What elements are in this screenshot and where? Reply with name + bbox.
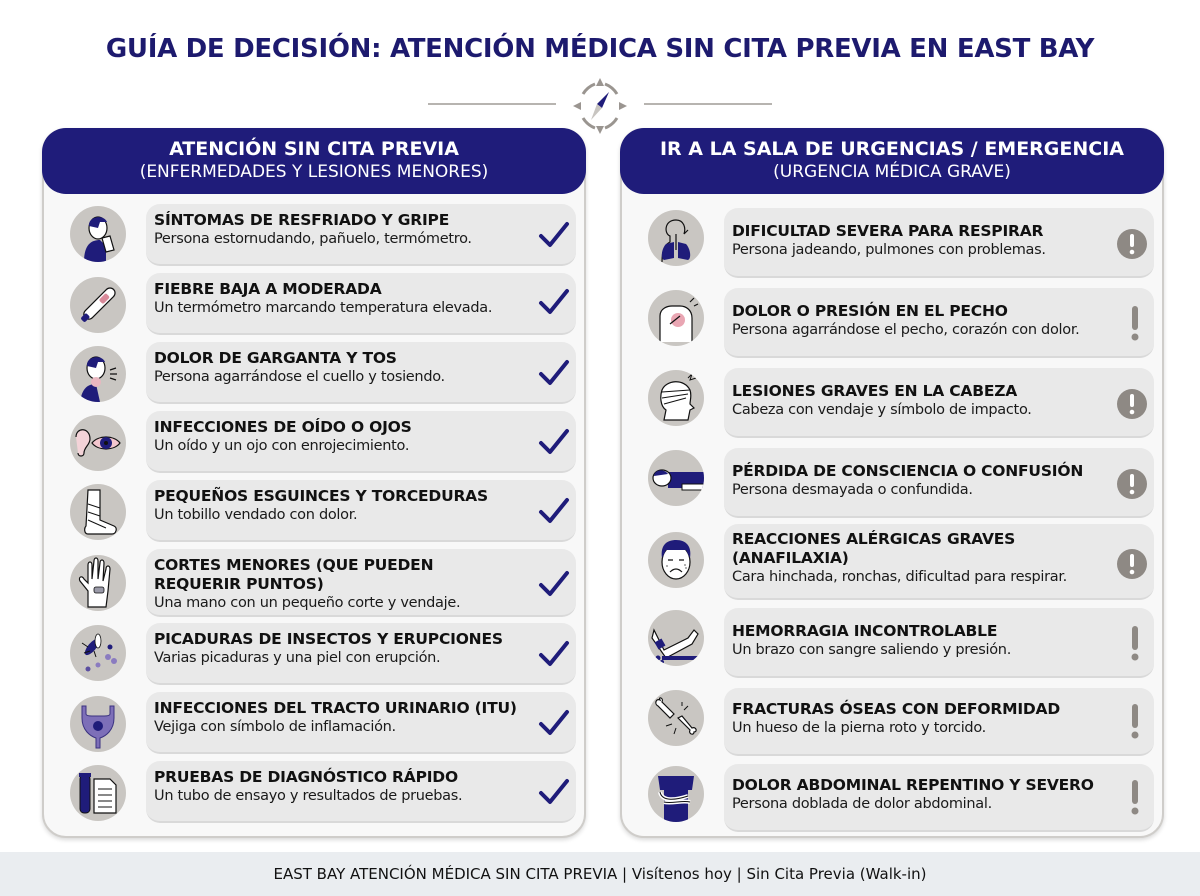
insect-bite-icon — [70, 625, 126, 681]
list-item — [44, 547, 584, 621]
checkmark-icon — [538, 427, 570, 457]
emergency-card — [724, 608, 1154, 678]
walk-in-header-subtitle: (ENFERMEDADES Y LESIONES MENORES) — [139, 162, 489, 182]
emergency-list — [622, 202, 1162, 838]
emergency-card — [724, 448, 1154, 518]
item-title: DIFICULTAD SEVERA PARA RESPIRAR — [732, 222, 1044, 240]
ear-eye-icon — [70, 415, 126, 471]
sneezing-person-icon — [70, 206, 126, 262]
list-item — [622, 682, 1162, 760]
walk-in-header — [42, 128, 586, 194]
walk-in-card — [146, 204, 576, 266]
test-tube-report-icon — [70, 765, 126, 821]
item-description: Un tubo de ensayo y resultados de pruebas. — [154, 788, 463, 804]
item-description: Cabeza con vendaje y símbolo de impacto. — [732, 402, 1032, 418]
footer-banner: EAST BAY ATENCIÓN MÉDICA SIN CITA PREVIA | Visítenos hoy | Sin Cita Previa (Walk-in) — [0, 852, 1200, 896]
item-title: HEMORRAGIA INCONTROLABLE — [732, 622, 998, 640]
item-description: Vejiga con símbolo de inflamación. — [154, 719, 396, 735]
walk-in-card — [146, 761, 576, 823]
exclamation-icon — [1128, 704, 1142, 740]
emergency-card — [724, 208, 1154, 278]
item-title: DOLOR O PRESIÓN EN EL PECHO — [732, 302, 1008, 320]
checkmark-icon — [538, 777, 570, 807]
divider-line-left — [428, 103, 556, 105]
item-title: PICADURAS DE INSECTOS Y ERUPCIONES — [154, 630, 503, 648]
list-item — [44, 409, 584, 478]
item-title: LESIONES GRAVES EN LA CABEZA — [732, 382, 1018, 400]
item-description: Persona estornudando, pañuelo, termómetro. — [154, 231, 472, 247]
page-title: GUÍA DE DECISIÓN: ATENCIÓN MÉDICA SIN CITA PREVIA EN EAST BAY — [105, 34, 1095, 64]
item-description: Persona jadeando, pulmones con problemas. — [732, 242, 1046, 258]
coughing-person-icon — [70, 346, 126, 402]
emergency-panel — [620, 128, 1164, 838]
exclamation-icon — [1128, 780, 1142, 816]
exclamation-circle-icon — [1116, 388, 1148, 420]
bladder-icon — [70, 696, 126, 752]
item-description: Un oído y un ojo con enrojecimiento. — [154, 438, 410, 454]
checkmark-icon — [538, 496, 570, 526]
item-title: FIEBRE BAJA A MODERADA — [154, 280, 382, 298]
list-item — [44, 271, 584, 340]
walk-in-card — [146, 549, 576, 617]
exclamation-circle-icon — [1116, 228, 1148, 260]
swollen-face-icon — [648, 532, 704, 588]
list-item — [44, 621, 584, 690]
emergency-card — [724, 688, 1154, 756]
item-description: Cara hinchada, ronchas, dificultad para respirar. — [732, 569, 1067, 585]
checkmark-icon — [538, 220, 570, 250]
exclamation-circle-icon — [1116, 548, 1148, 580]
checkmark-icon — [538, 708, 570, 738]
item-title: REACCIONES ALÉRGICAS GRAVES (ANAFILAXIA) — [732, 530, 1016, 567]
abdominal-pain-icon — [648, 766, 704, 822]
emergency-header-subtitle: (URGENCIA MÉDICA GRAVE) — [773, 162, 1011, 182]
item-description: Una mano con un pequeño corte y vendaje. — [154, 595, 461, 611]
compass-icon — [569, 76, 631, 136]
checkmark-icon — [538, 569, 570, 599]
checkmark-icon — [538, 358, 570, 388]
walk-in-card — [146, 692, 576, 754]
walk-in-card — [146, 342, 576, 404]
checkmark-icon — [538, 287, 570, 317]
item-description: Un brazo con sangre saliendo y presión. — [732, 642, 1012, 658]
list-item — [44, 340, 584, 409]
walk-in-panel — [42, 128, 586, 838]
exclamation-icon — [1128, 306, 1142, 342]
walk-in-list — [44, 202, 584, 828]
item-description: Un termómetro marcando temperatura elevada. — [154, 300, 493, 316]
list-item — [622, 202, 1162, 282]
item-title: PRUEBAS DE DIAGNÓSTICO RÁPIDO — [154, 768, 458, 786]
exclamation-circle-icon — [1116, 468, 1148, 500]
emergency-card — [724, 368, 1154, 438]
list-item — [622, 362, 1162, 442]
cut-hand-icon — [70, 555, 126, 611]
list-item — [622, 442, 1162, 522]
lungs-icon — [648, 210, 704, 266]
checkmark-icon — [538, 639, 570, 669]
broken-bone-icon — [648, 690, 704, 746]
list-item — [622, 282, 1162, 362]
item-title: DOLOR DE GARGANTA Y TOS — [154, 349, 397, 367]
item-title: FRACTURAS ÓSEAS CON DEFORMIDAD — [732, 700, 1061, 718]
list-item — [44, 690, 584, 759]
exclamation-icon — [1128, 626, 1142, 662]
emergency-header-title: IR A LA SALA DE URGENCIAS / EMERGENCIA — [659, 138, 1125, 160]
emergency-card — [724, 288, 1154, 358]
item-description: Un tobillo vendado con dolor. — [154, 507, 358, 523]
item-title: PÉRDIDA DE CONSCIENCIA O CONFUSIÓN — [732, 462, 1084, 480]
bleeding-arm-icon — [648, 610, 704, 666]
walk-in-card — [146, 273, 576, 335]
list-item — [44, 478, 584, 547]
item-description: Persona doblada de dolor abdominal. — [732, 796, 992, 812]
walk-in-card — [146, 480, 576, 542]
item-title: SÍNTOMAS DE RESFRIADO Y GRIPE — [154, 211, 450, 229]
bandaged-head-icon — [648, 370, 704, 426]
list-item — [44, 759, 584, 828]
emergency-card — [724, 764, 1154, 832]
walk-in-header-title: ATENCIÓN SIN CITA PREVIA — [169, 138, 459, 160]
item-description: Persona desmayada o confundida. — [732, 482, 973, 498]
fainted-person-icon — [648, 450, 704, 506]
bandaged-ankle-icon — [70, 484, 126, 540]
item-title: PEQUEÑOS ESGUINCES Y TORCEDURAS — [154, 487, 488, 505]
list-item — [622, 602, 1162, 682]
list-item — [622, 522, 1162, 602]
emergency-card — [724, 524, 1154, 600]
item-title: DOLOR ABDOMINAL REPENTINO Y SEVERO — [732, 776, 1094, 794]
emergency-header — [620, 128, 1164, 194]
item-title: INFECCIONES DE OÍDO O OJOS — [154, 418, 412, 436]
item-title: CORTES MENORES (QUE PUEDEN REQUERIR PUNTOS) — [154, 556, 434, 593]
chest-pain-icon — [648, 290, 704, 346]
item-description: Un hueso de la pierna roto y torcido. — [732, 720, 986, 736]
item-description: Varias picaduras y una piel con erupción. — [154, 650, 441, 666]
divider-line-right — [644, 103, 772, 105]
thermometer-icon — [70, 277, 126, 333]
list-item — [44, 202, 584, 271]
walk-in-card — [146, 411, 576, 473]
list-item — [622, 760, 1162, 838]
item-description: Persona agarrándose el cuello y tosiendo. — [154, 369, 445, 385]
title-divider — [0, 74, 1200, 136]
item-description: Persona agarrándose el pecho, corazón con dolor. — [732, 322, 1080, 338]
walk-in-card — [146, 623, 576, 685]
item-title: INFECCIONES DEL TRACTO URINARIO (ITU) — [154, 699, 517, 717]
